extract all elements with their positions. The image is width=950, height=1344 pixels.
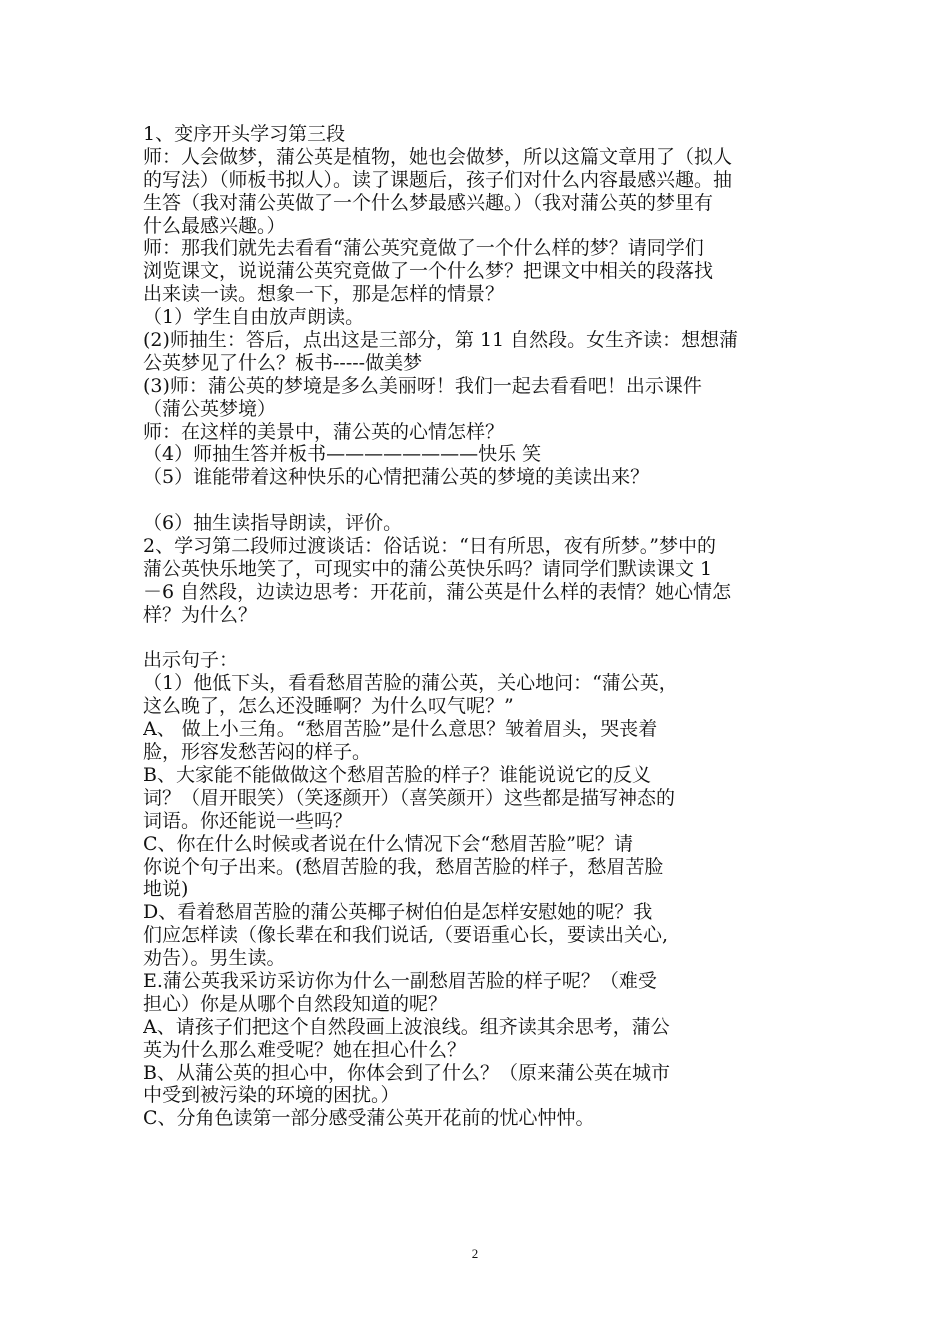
text-line: 这么晚了，怎么还没睡啊？为什么叹气呢？” xyxy=(143,695,514,718)
text-line: （蒲公英梦境） xyxy=(143,397,277,420)
text-line: 们应怎样读（像长辈在和我们说话,（要语重心长，要读出关心, xyxy=(143,924,669,947)
text-line: A、请孩子们把这个自然段画上波浪线。组齐读其余思考，蒲公 xyxy=(143,1015,670,1038)
text-line: 地说) xyxy=(143,878,189,901)
text-line: －6 自然段，边读边思考：开花前，蒲公英是什么样的表情？她心情怎 xyxy=(143,580,732,603)
text-line: 中受到被污染的环境的困扰。） xyxy=(143,1084,400,1107)
text-line: （5）谁能带着这种快乐的心情把蒲公英的梦境的美读出来？ xyxy=(143,466,650,489)
text-line: 师：人会做梦，蒲公英是植物，她也会做梦，所以这篇文章用了（拟人 xyxy=(143,145,733,168)
text-line: (3)师：蒲公英的梦境是多么美丽呀！我们一起去看看吧！出示课件 xyxy=(143,374,702,397)
text-line: 1、变序开头学习第三段 xyxy=(143,123,346,145)
text-line: 生答（我对蒲公英做了一个什么梦最感兴趣。）（我对蒲公英的梦里有 xyxy=(143,191,714,214)
text-line: 师：在这样的美景中，蒲公英的心情怎样？ xyxy=(143,420,505,443)
text-line: 的写法）（师板书拟人）。读了课题后，孩子们对什么内容最感兴趣。抽 xyxy=(143,168,733,191)
text-line: A、 做上小三角。“愁眉苦脸”是什么意思？皱着眉头，哭丧着 xyxy=(143,718,658,741)
text-line: 脸，形容发愁苦闷的样子。 xyxy=(143,741,372,764)
text-line: 你说个句子出来。(愁眉苦脸的我，愁眉苦脸的样子，愁眉苦脸 xyxy=(143,855,664,878)
text-line: 英为什么那么难受呢？她在担心什么？ xyxy=(143,1038,467,1061)
document-body xyxy=(143,123,823,1130)
text-line: 样？为什么？ xyxy=(143,603,258,626)
text-line: 浏览课文，说说蒲公英究竟做了一个什么梦？把课文中相关的段落找 xyxy=(143,260,714,283)
text-line: E.蒲公英我采访采访你为什么一副愁眉苦脸的样子呢？（难受 xyxy=(143,969,657,992)
text-line: 劝告）。男生读。 xyxy=(143,947,286,970)
blank-line xyxy=(143,489,823,512)
page-number: 2 xyxy=(471,1246,479,1261)
text-line: （1）学生自由放声朗读。 xyxy=(143,306,365,329)
text-line: （1）他低下头，看看愁眉苦脸的蒲公英，关心地问：“蒲公英， xyxy=(143,672,678,695)
text-line: 出来读一读。想象一下，那是怎样的情景？ xyxy=(143,283,505,306)
text-line: 词语。你还能说一些吗？ xyxy=(143,809,353,832)
blank-line xyxy=(143,627,823,650)
text-line: （4）师抽生答并板书————————快乐 笑 xyxy=(143,443,542,466)
text-line: 担心）你是从哪个自然段知道的呢？ xyxy=(143,992,448,1015)
text-line: C、分角色读第一部分感受蒲公英开花前的忧心忡忡。 xyxy=(143,1107,595,1130)
text-line: 师：那我们就先去看看“蒲公英究竟做了一个什么样的梦？请同学们 xyxy=(143,237,704,260)
text-line: 出示句子： xyxy=(143,649,239,672)
text-line: B、大家能不能做做这个愁眉苦脸的样子？谁能说说它的反义 xyxy=(143,763,651,786)
text-line: 公英梦见了什么？板书-----做美梦 xyxy=(143,351,423,374)
text-line: 什么最感兴趣。） xyxy=(143,214,286,237)
text-line: (2)师抽生：答后，点出这是三部分，第 11 自然段。女生齐读：想想蒲 xyxy=(143,329,739,352)
text-line: 词？（眉开眼笑）（笑逐颜开）（喜笑颜开）这些都是描写神态的 xyxy=(143,786,676,809)
text-line: B、从蒲公英的担心中，你体会到了什么？（原来蒲公英在城市 xyxy=(143,1061,670,1084)
text-line: （6）抽生读指导朗读，评价。 xyxy=(143,512,403,535)
text-line: C、你在什么时候或者说在什么情况下会“愁眉苦脸”呢？请 xyxy=(143,832,633,855)
text-line: 蒲公英快乐地笑了，可现实中的蒲公英快乐吗？请同学们默读课文 1 xyxy=(143,557,713,580)
text-line: 2、学习第二段师过渡谈话：俗话说：“日有所思，夜有所梦。”梦中的 xyxy=(143,535,717,558)
text-line: D、看着愁眉苦脸的蒲公英椰子树伯伯是怎样安慰她的呢？我 xyxy=(143,901,653,924)
